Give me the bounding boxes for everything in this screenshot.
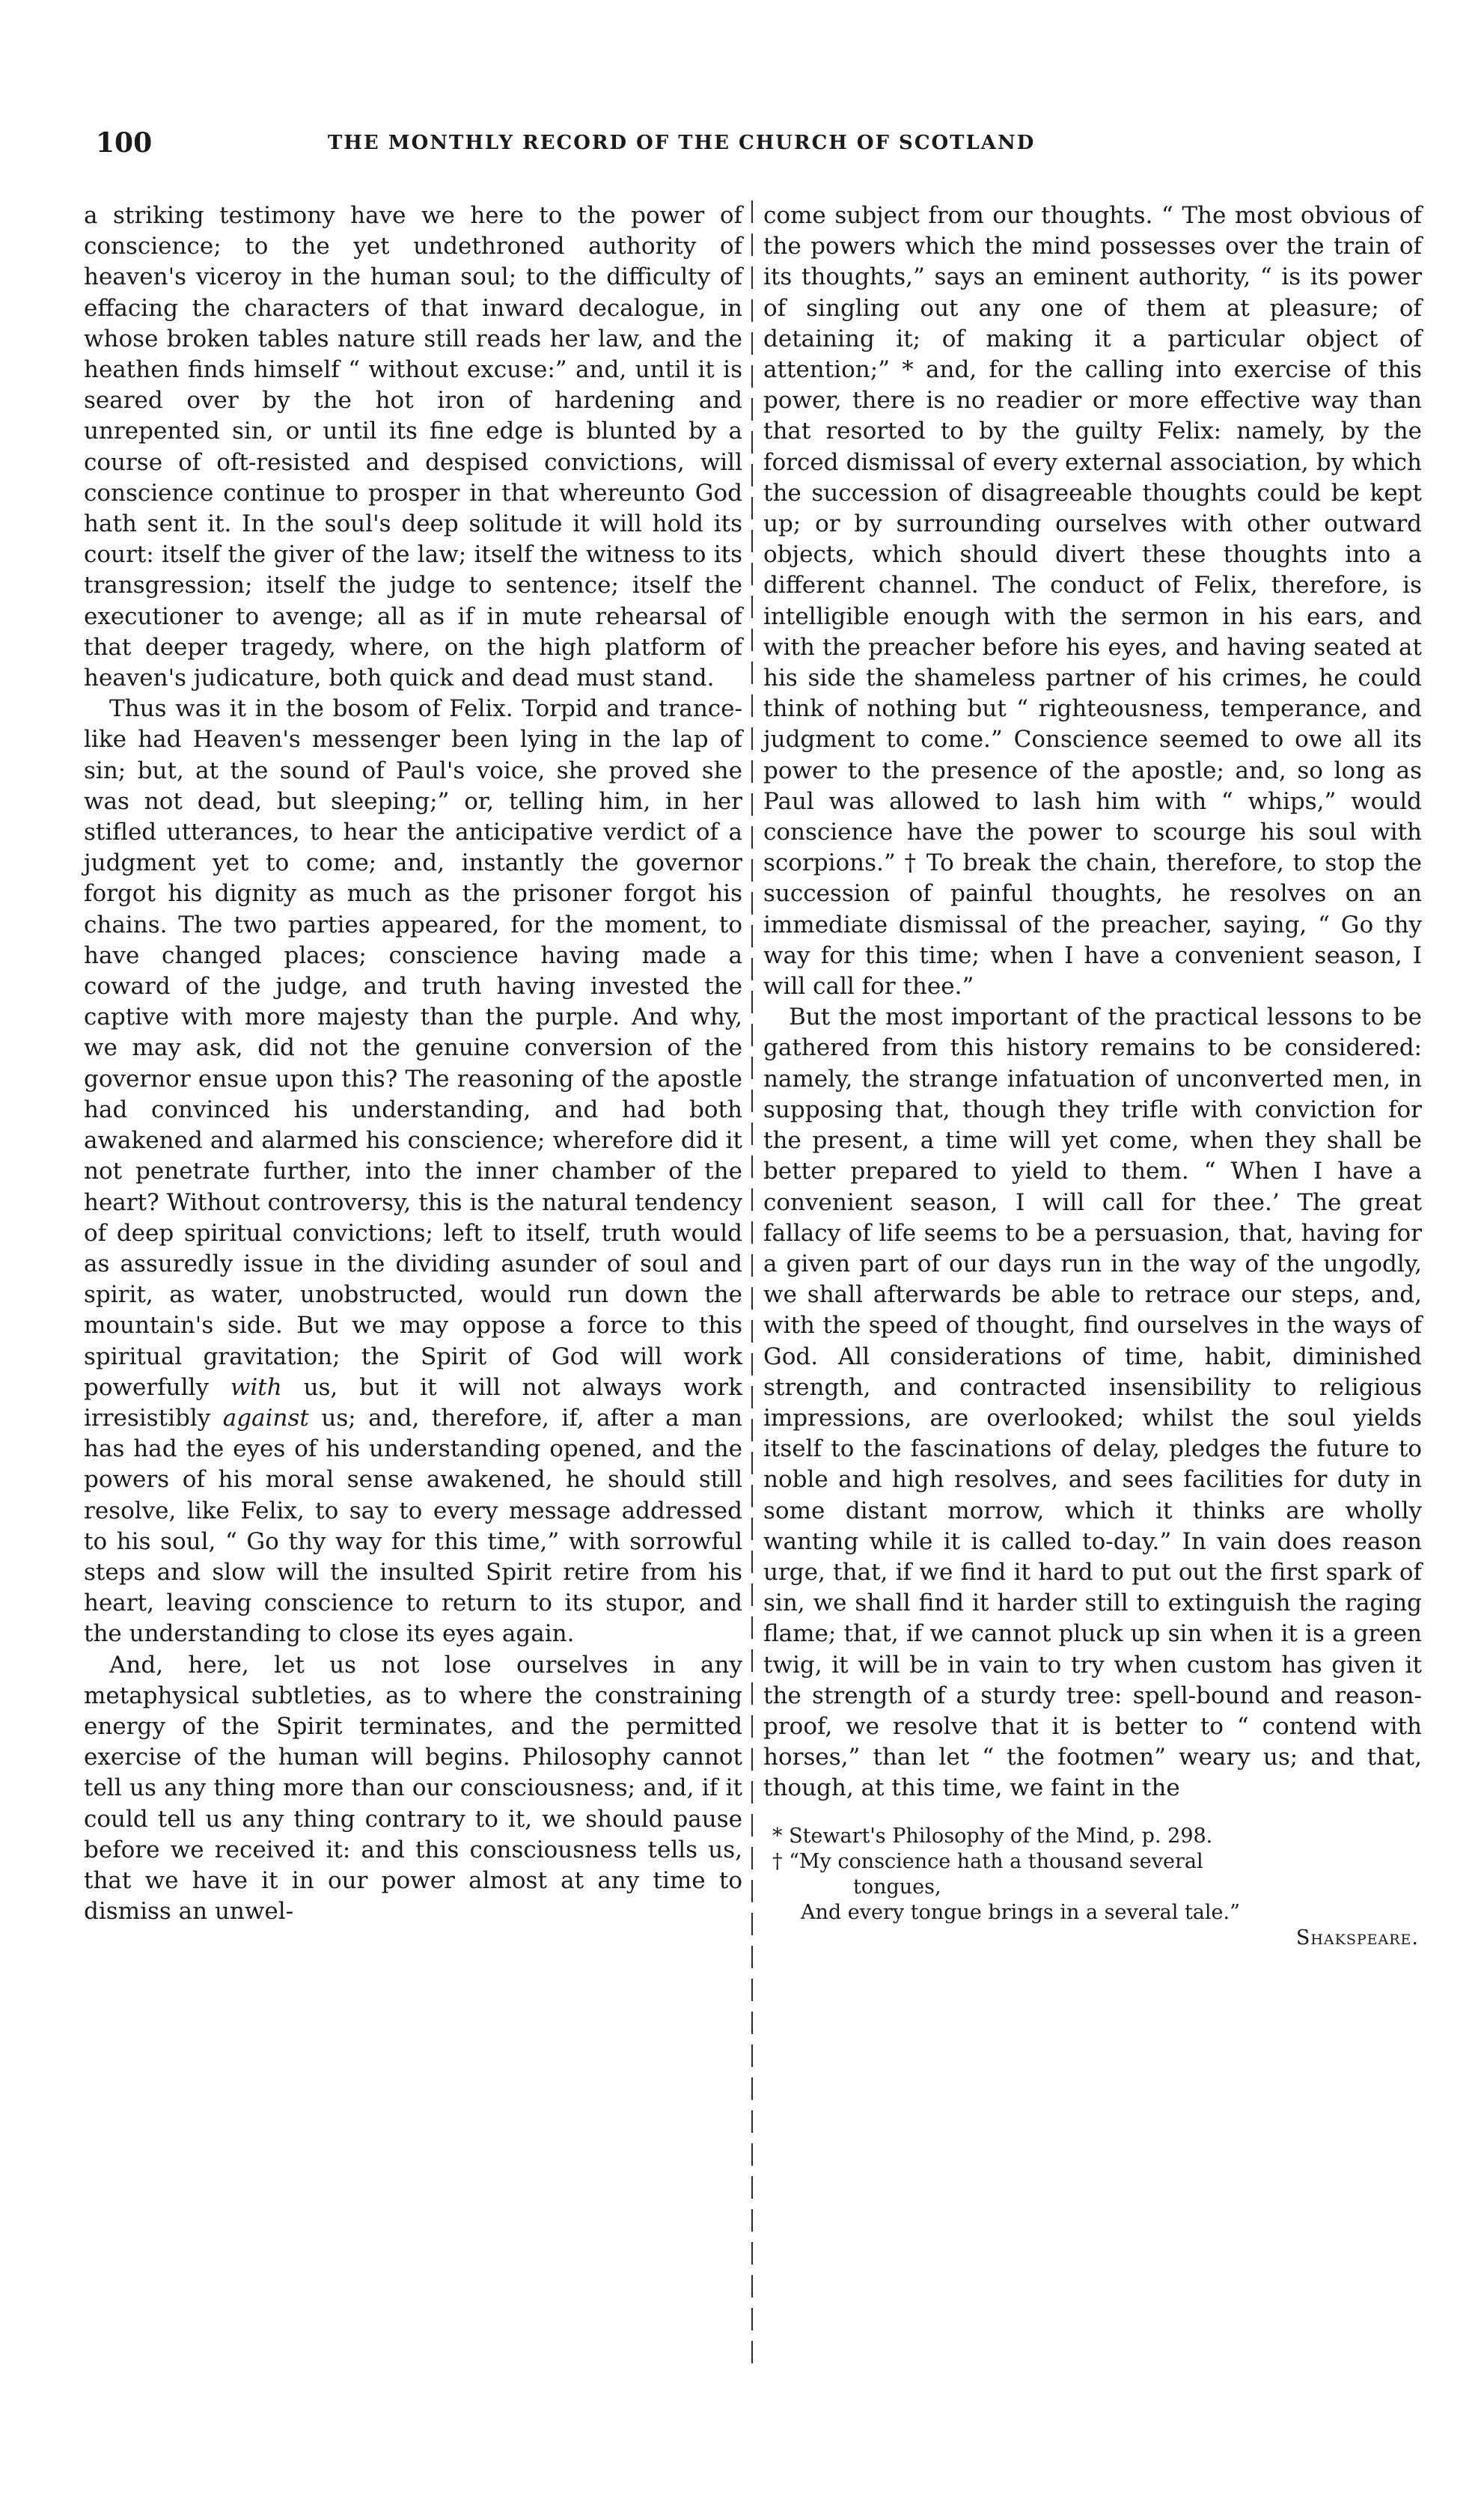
journal-title: THE MONTHLY RECORD OF THE CHURCH OF SCOTLAND [328,132,1036,154]
paragraph: But the most important of the practical lessons to be gathered from this history remains to be considered: namely, the strange infatuation of unconverted men, in supposing that, though they trifle with conviction for the present, a time will yet come, when they shall be better prepared to yield to them. “ When I have a convenient season, I will call for thee.’ The great fallacy of life seems to be a persuasion, that, having for a given part of our days run in the way of the ungodly, we shall afterwards be able to retrace our steps, and, with the speed of thought, find ourselves in the ways of God. All considerations of time, habit, diminished strength, and contracted insensibility to religious impressions, are overlooked; whilst the soul yields itself to the fascinations of delay, pledges the future to noble and high resolves, and sees facilities for duty in some distant morrow, which it thinks are wholly wanting while it is called to-day.” In vain does reason urge, that, if we find it hard to put out the first spark of sin, we shall find it harder still to extinguish the raging flame; that, if we cannot pluck up sin when it is a green twig, it will be in vain to try when custom has given it the strength of a sturdy tree: spell-bound and reason-proof, we resolve that it is better to “ contend with horses,” than let “ the footmen” weary us; and that, though, at this time, we faint in the [763,1004,1422,1802]
emphasis-text: with [230,1373,282,1401]
right-column [763,201,1422,1951]
footnote-quote: And every tongue brings in a several tale.” [801,1900,1240,1924]
footnotes [763,1824,1422,1951]
paragraph: come subject from our thoughts. “ The most obvious of the powers which the mind possesses over the train of its thoughts,” says an eminent authority, “ is its power of singling out any one of them at pleasure; of detaining it; of making it a particular object of attention;” * and, for the calling into exercise of this power, there is no readier or more effective way than that resorted to by the guilty Felix: namely, by the forced dismissal of every external association, by which the succession of disagreeable thoughts could be kept up; or by surrounding ourselves with other outward objects, which should divert these thoughts into a different channel. The conduct of Felix, therefore, is intelligible enough with the sermon in his ears, and with the preacher before his eyes, and having seated at his side the shameless partner of his crimes, he could think of nothing but “ righteousness, temperance, and judgment to come.” Conscience seemed to owe all its power to the presence of the apostle; and, so long as Paul was allowed to lash him with “ whips,” would conscience have the power to scourge his soul with scorpions.” † To break the chain, therefore, to stop the succession of painful thoughts, he resolves on an immediate dismissal of the preacher, saying, “ Go thy way for this time; when I have a convenient season, I will call for thee.” [763,202,1422,1001]
footnote: * Stewart's Philosophy of the Mind, p. 298. [772,1824,1213,1848]
running-header [96,127,1383,165]
paragraph [84,694,742,1649]
paragraph: a striking testimony have we here to the power of conscience; to the yet undethroned authority of heaven's viceroy in the human soul; to the difficulty of effacing the characters of that inward decalogue, in whose broken tables nature still reads her law, and the heathen finds himself “ without excuse:” and, until it is seared over by the hot iron of hardening and unrepented sin, or until its fine edge is blunted by a course of oft-resisted and despised convictions, will conscience continue to prosper in that whereunto God hath sent it. In the soul's deep solitude it will hold its court: itself the giver of the law; itself the witness to its transgression; itself the judge to sentence; itself the executioner to avenge; all as if in mute rehearsal of that deeper tragedy, where, on the high platform of heaven's judicature, both quick and dead must stand. [84,202,742,692]
column-divider [751,201,753,2371]
footnote-attribution: Shakspeare. [1295,1926,1419,1949]
paragraph-text: us; and, therefore, if, after a man has had the eyes of his understanding opened, and the powers of his moral sense awakened, he should still resolve, like Felix, to say to every message addressed to his soul, “ Go thy way for this time,” with sorrowful steps and slow will the insulted Spirit retire from his heart, leaving conscience to return to its stupor, and the understanding to close its eyes again. [84,1404,742,1648]
paragraph: And, here, let us not lose ourselves in any metaphysical subtleties, as to where the constraining energy of the Spirit terminates, and the permitted exercise of the human will begins. Philosophy cannot tell us any thing more than our consciousness; and, if it could tell us any thing contrary to it, we should pause before we received it: and this consciousness tells us, that we have it in our power almost at any time to dismiss an unwel- [84,1651,742,1926]
footnote: † “My conscience hath a thousand several [772,1849,1203,1873]
page-number: 100 [96,127,153,159]
left-column [84,201,742,1927]
footnote-continuation: tongues, [853,1875,941,1899]
paragraph-text: Thus was it in the bosom of Felix. Torpid and trance-like had Heaven's messenger been lying in the lap of sin; but, at the sound of Paul's voice, she proved she was not dead, but sleeping;” or, telling him, in her stifled utterances, to hear the anticipative verdict of a judgment yet to come; and, instantly the governor forgot his dignity as much as the prisoner forgot his chains. The two parties appeared, for the moment, to have changed places; conscience having made a coward of the judge, and truth having invested the captive with more majesty than the purple. And why, we may ask, did not the genuine conversion of the governor ensue upon this? The reasoning of the apostle had convinced his understanding, and had both awakened and alarmed his conscience; wherefore did it not penetrate further, into the inner chamber of the heart? Without controversy, this is the natural tendency of deep spiritual convictions; left to itself, truth would as assuredly issue in the dividing asunder of soul and spirit, as water, unobstructed, would run down the mountain's side. But we may oppose a force to this spiritual gravitation; the Spirit of God will work powerfully [84,695,742,1401]
emphasis-text: against [222,1404,309,1432]
paragraph-text: us, but it will not always work irresistibly [84,1373,742,1432]
